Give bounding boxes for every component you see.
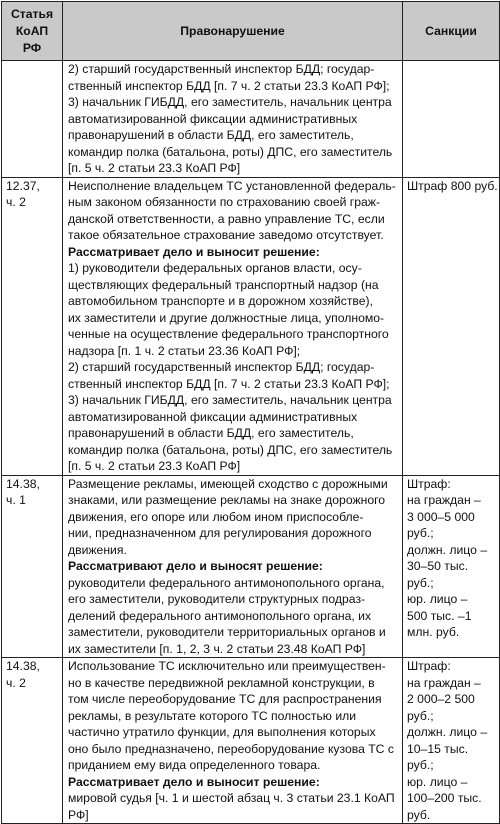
text-line: 12.37, <box>6 178 40 193</box>
text-line: ществляющих федеральный транспортный надзор (на <box>68 277 379 292</box>
text-line: командир полка (батальона, роты) ДПС, его заместитель <box>68 144 393 159</box>
text-line: руб. <box>407 807 431 822</box>
text-line: его заместители, руководители структурных подраз- <box>68 592 366 606</box>
text-line: руб.; <box>407 575 434 590</box>
text-line: 2 000–2 500 <box>407 692 475 706</box>
text-line: 2) старший государственный инспектор БДД; государ- <box>68 360 375 374</box>
offense-cell <box>63 177 403 475</box>
text-line: движения, его опоре или любом ином приспособле- <box>68 509 364 524</box>
table-body <box>2 61 500 824</box>
text-line: 3) начальник ГИБДД, его заместитель, начальник центра <box>68 95 392 109</box>
text-line: Размещение рекламы, имеющей сходство с дорожными <box>68 476 388 491</box>
text-line: том числе переоборудование ТС для распространения <box>68 692 382 706</box>
document-page <box>0 1 500 822</box>
table-row <box>2 658 500 824</box>
text-line: юр. лицо – <box>407 592 468 606</box>
text-line: оно было предназначено, переоборудование кузова ТС с <box>68 741 394 756</box>
decision-heading: Рассматривает дело и выносит решение: <box>68 244 320 259</box>
text-line: должн. лицо – <box>407 542 488 557</box>
text-line: юр. лицо – <box>407 774 468 789</box>
text-line: правонарушений в области БДД, его заместитель, <box>68 128 354 142</box>
text-line: Использование ТС исключительно или преимуществен- <box>68 659 386 673</box>
header-article: Статья КоАП РФ <box>2 2 63 61</box>
article-cell <box>2 475 63 658</box>
text-line: частично утратило функции, для выполнения которых <box>68 725 376 739</box>
text-line: Штраф 800 руб. <box>407 178 498 193</box>
table-row <box>2 177 500 475</box>
text-line: 100–200 тыс. <box>407 791 482 805</box>
text-line: делений федерального антимонопольного органа, их <box>68 608 372 623</box>
article-cell <box>2 177 63 475</box>
text-line: [п. 5 ч. 2 статьи 23.3 КоАП РФ] <box>68 459 241 473</box>
header-offense: Правонарушение <box>63 2 403 61</box>
table-row <box>2 61 500 178</box>
text-line: руб.; <box>407 708 434 723</box>
text-line: движения. <box>68 542 127 557</box>
text-line: ным законом обязанности по страхованию своей граж- <box>68 195 381 209</box>
text-line: РФ] <box>68 807 89 822</box>
text-line: ч. 2 <box>6 675 26 690</box>
text-line: должн. лицо – <box>407 725 488 739</box>
text-line: их заместители и другие должностные лица, уполномо- <box>68 310 385 325</box>
offense-cell <box>63 61 403 178</box>
sanction-cell <box>403 61 500 178</box>
text-line: руб.; <box>407 526 434 540</box>
text-line: но в качестве передвижной рекламной конструкции, в <box>68 675 375 690</box>
text-line: руководители федерального антимонопольного органа, <box>68 575 385 590</box>
text-line: знаками, или размещение рекламы на знаке дорожного <box>68 493 386 507</box>
header-row <box>2 2 500 61</box>
text-line: заместители, руководители территориальных органов и <box>68 625 386 639</box>
article-cell <box>2 658 63 824</box>
text-line: ч. 2 <box>6 195 26 209</box>
text-line: ченные на осуществление федерального транспортного <box>68 327 389 341</box>
text-line: ственный инспектор БДД [п. 7 ч. 2 статьи 23.3 КоАП РФ]; <box>68 376 390 391</box>
text-line: 3 000–5 000 <box>407 509 475 524</box>
text-line: Штраф: <box>407 476 451 491</box>
sanction-cell <box>403 475 500 658</box>
text-line: такое обязательное страхование заведомо отсутствует. <box>68 228 384 242</box>
text-line: на граждан – <box>407 675 481 690</box>
text-line: 3) начальник ГИБДД, его заместитель, начальник центра <box>68 393 392 407</box>
offense-table <box>1 1 500 824</box>
text-line: данской ответственности, а равно управление ТС, если <box>68 211 385 226</box>
text-line: [п. 5 ч. 2 статьи 23.3 КоАП РФ] <box>68 161 241 175</box>
text-line: Штраф: <box>407 659 451 673</box>
offense-cell <box>63 475 403 658</box>
text-line: 14.38, <box>6 659 40 673</box>
text-line: автоматизированной фиксации административных <box>68 111 358 126</box>
text-line: 14.38, <box>6 476 40 491</box>
offense-cell <box>63 658 403 824</box>
text-line: нии, предназначенном для регулирования дорожного <box>68 526 372 540</box>
decision-heading: Рассматривают дело и выносят решение: <box>68 559 323 573</box>
text-line: руб.; <box>407 758 434 772</box>
text-line: ственный инспектор БДД [п. 7 ч. 2 статьи 23.3 КоАП РФ]; <box>68 78 390 93</box>
text-line: автомобильном транспорте и в дорожном хозяйстве), <box>68 294 373 308</box>
text-line: автоматизированной фиксации административных <box>68 409 358 424</box>
text-line: 30–50 тыс. <box>407 559 469 573</box>
text-line: ч. 1 <box>6 493 26 507</box>
text-line: командир полка (батальона, роты) ДПС, его заместитель <box>68 442 393 457</box>
text-line: мировой судья [ч. 1 и шестой абзац ч. 3 статьи 23.1 КоАП <box>68 791 395 805</box>
text-line: надзора [п. 1 ч. 2 статьи 23.36 КоАП РФ]; <box>68 343 301 358</box>
text-line: приданием ему вида определенного товара. <box>68 758 321 772</box>
text-line: на граждан – <box>407 493 481 507</box>
article-cell <box>2 61 63 178</box>
text-line: Неисполнение владельцем ТС установленной федераль- <box>68 178 396 193</box>
text-line: 1) руководители федеральных органов власти, осу- <box>68 261 362 275</box>
sanction-cell <box>403 177 500 475</box>
text-line: 500 тыс. –1 <box>407 608 472 623</box>
decision-heading: Рассматривает дело и выносит решение: <box>68 774 320 789</box>
sanction-cell <box>403 658 500 824</box>
text-line: млн. руб. <box>407 625 460 639</box>
table-row <box>2 475 500 658</box>
text-line: правонарушений в области БДД, его заместитель, <box>68 426 354 440</box>
text-line: их заместители [п. 1, 2, 3 ч. 2 статьи 23.48 КоАП РФ] <box>68 641 366 656</box>
text-line: 2) старший государственный инспектор БДД; государ- <box>68 62 375 76</box>
text-line: рекламы, в результате которого ТС полностью или <box>68 708 357 723</box>
header-sanctions: Санкции <box>403 2 500 61</box>
text-line: 10–15 тыс. <box>407 741 469 756</box>
